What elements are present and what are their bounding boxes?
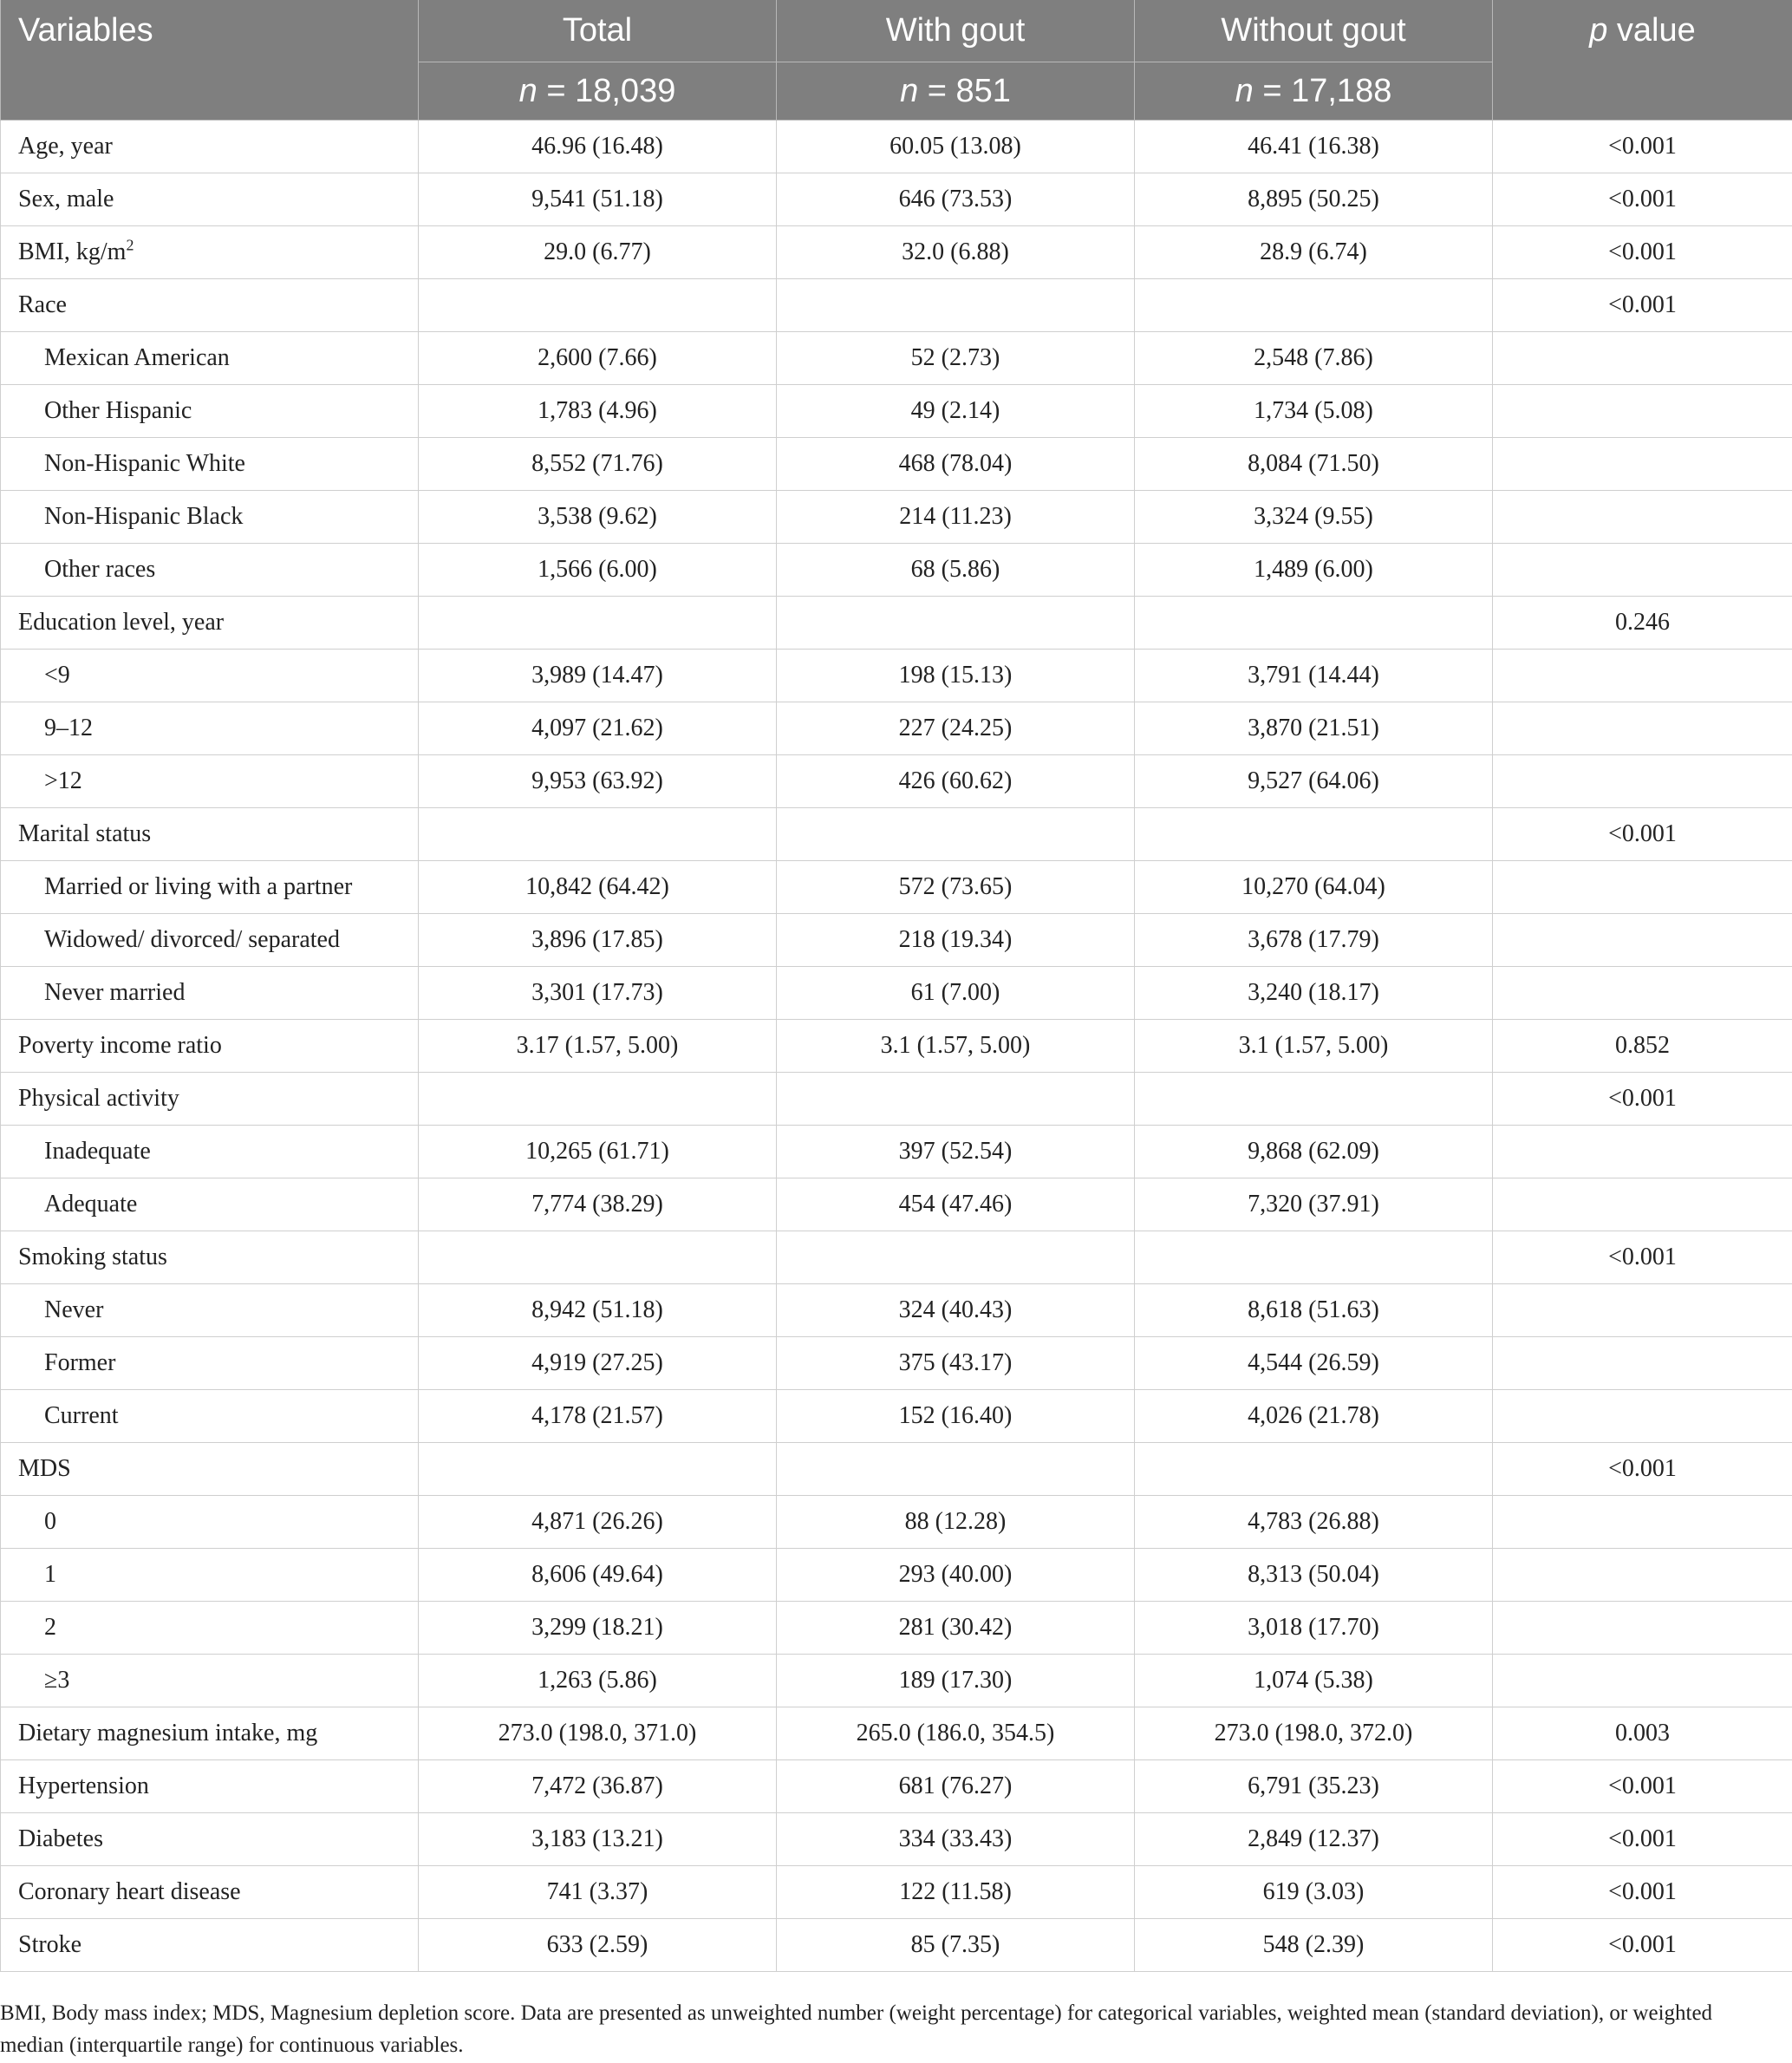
row-label [1,1602,419,1655]
cell-total: 1,263 (5.86) [419,1655,777,1707]
cell-with-gout: 122 (11.58) [777,1866,1135,1919]
header-total: Total [419,0,777,62]
table-row [1,1126,1792,1178]
cell-total [419,597,777,650]
table-row [1,1178,1792,1231]
cell-total: 4,919 (27.25) [419,1337,777,1390]
row-label [1,1549,419,1602]
cell-total: 9,953 (63.92) [419,755,777,808]
row-label [1,1443,419,1496]
cell-p-value: <0.001 [1493,1919,1792,1972]
table-row [1,1549,1792,1602]
cell-without-gout: 548 (2.39) [1135,1919,1493,1972]
row-label [1,1073,419,1126]
cell-without-gout: 3.1 (1.57, 5.00) [1135,1020,1493,1073]
cell-total: 3,183 (13.21) [419,1813,777,1866]
cell-total: 3,301 (17.73) [419,967,777,1020]
row-label-text: BMI, kg/m [18,238,127,265]
cell-total: 3,896 (17.85) [419,914,777,967]
row-label-text: Adequate [44,1191,138,1218]
cell-without-gout [1135,279,1493,332]
cell-with-gout: 281 (30.42) [777,1602,1135,1655]
cell-p-value [1493,1178,1792,1231]
table-row [1,1813,1792,1866]
row-label [1,1390,419,1443]
row-label [1,597,419,650]
cell-total: 741 (3.37) [419,1866,777,1919]
cell-without-gout: 3,870 (21.51) [1135,702,1493,755]
cell-with-gout [777,1231,1135,1284]
header-total-n [419,62,777,121]
cell-total [419,1443,777,1496]
cell-with-gout: 32.0 (6.88) [777,226,1135,279]
cell-without-gout: 1,734 (5.08) [1135,385,1493,438]
cell-without-gout [1135,808,1493,861]
row-label-superscript: 2 [126,236,134,254]
table-row [1,1655,1792,1707]
row-label-text: Age, year [18,133,113,160]
cell-without-gout [1135,1231,1493,1284]
table-row [1,279,1792,332]
row-label [1,491,419,544]
header-p-value [1493,0,1792,121]
cell-without-gout: 3,018 (17.70) [1135,1602,1493,1655]
row-label-text: Non-Hispanic Black [44,503,244,530]
row-label-text: Coronary heart disease [18,1878,241,1905]
cell-without-gout: 1,489 (6.00) [1135,544,1493,597]
row-label-text: Physical activity [18,1085,179,1112]
cell-total: 273.0 (198.0, 371.0) [419,1707,777,1760]
table-row [1,914,1792,967]
cell-without-gout: 8,084 (71.50) [1135,438,1493,491]
cell-without-gout: 4,783 (26.88) [1135,1496,1493,1549]
row-label [1,1337,419,1390]
row-label [1,1707,419,1760]
table-row [1,1443,1792,1496]
cell-total [419,279,777,332]
cell-without-gout: 28.9 (6.74) [1135,226,1493,279]
table-row [1,1707,1792,1760]
table-row [1,967,1792,1020]
cell-total: 9,541 (51.18) [419,173,777,226]
table-body [1,121,1792,1972]
cell-p-value: <0.001 [1493,808,1792,861]
header-without-gout: Without gout [1135,0,1493,62]
cell-with-gout: 293 (40.00) [777,1549,1135,1602]
cell-with-gout: 198 (15.13) [777,650,1135,702]
cell-with-gout: 3.1 (1.57, 5.00) [777,1020,1135,1073]
cell-with-gout: 397 (52.54) [777,1126,1135,1178]
table-row [1,121,1792,173]
cell-p-value: <0.001 [1493,1231,1792,1284]
cell-without-gout: 273.0 (198.0, 372.0) [1135,1707,1493,1760]
table-row [1,226,1792,279]
table-row [1,1919,1792,1972]
row-label-text: Former [44,1349,116,1376]
cell-without-gout: 4,544 (26.59) [1135,1337,1493,1390]
table-row [1,755,1792,808]
with-gout-n-value: = 851 [918,72,1011,109]
header-p-italic: p [1589,12,1608,49]
cell-with-gout: 324 (40.43) [777,1284,1135,1337]
row-label [1,702,419,755]
cell-p-value: 0.246 [1493,597,1792,650]
row-label [1,967,419,1020]
cell-with-gout [777,808,1135,861]
row-label [1,1813,419,1866]
cell-with-gout: 189 (17.30) [777,1655,1135,1707]
header-with-gout: With gout [777,0,1135,62]
row-label-text: 2 [44,1614,56,1641]
row-label-text: Diabetes [18,1825,103,1852]
cell-with-gout: 52 (2.73) [777,332,1135,385]
row-label-text: Stroke [18,1931,82,1958]
table-row [1,438,1792,491]
header-variables: Variables [1,0,419,121]
cell-p-value [1493,861,1792,914]
cell-without-gout: 4,026 (21.78) [1135,1390,1493,1443]
cell-total: 8,942 (51.18) [419,1284,777,1337]
cell-p-value: <0.001 [1493,1760,1792,1813]
cell-with-gout [777,1073,1135,1126]
cell-p-value: 0.852 [1493,1020,1792,1073]
cell-p-value [1493,755,1792,808]
cell-total: 29.0 (6.77) [419,226,777,279]
row-label-text: Hypertension [18,1772,149,1799]
header-with-gout-n [777,62,1135,121]
cell-with-gout: 375 (43.17) [777,1337,1135,1390]
cell-without-gout [1135,597,1493,650]
cell-with-gout: 572 (73.65) [777,861,1135,914]
row-label-text: Education level, year [18,609,225,636]
cell-total [419,808,777,861]
cell-total: 7,472 (36.87) [419,1760,777,1813]
cell-total: 633 (2.59) [419,1919,777,1972]
cell-without-gout: 3,791 (14.44) [1135,650,1493,702]
cell-p-value: <0.001 [1493,121,1792,173]
row-label-text: Mexican American [44,344,230,371]
cell-without-gout: 619 (3.03) [1135,1866,1493,1919]
cell-p-value [1493,491,1792,544]
n-italic: n [900,72,919,109]
row-label [1,1178,419,1231]
cell-with-gout [777,597,1135,650]
row-label-text: Married or living with a partner [44,873,353,900]
cell-p-value [1493,1549,1792,1602]
cell-total: 3,299 (18.21) [419,1602,777,1655]
cell-total: 1,566 (6.00) [419,544,777,597]
row-label [1,861,419,914]
cell-with-gout: 214 (11.23) [777,491,1135,544]
row-label [1,279,419,332]
cell-with-gout: 468 (78.04) [777,438,1135,491]
cell-total: 46.96 (16.48) [419,121,777,173]
cell-with-gout: 85 (7.35) [777,1919,1135,1972]
cell-with-gout: 49 (2.14) [777,385,1135,438]
table-row [1,861,1792,914]
row-label-text: 0 [44,1508,56,1535]
row-label [1,1284,419,1337]
cell-with-gout [777,1443,1135,1496]
table-row [1,1020,1792,1073]
cell-total: 4,178 (21.57) [419,1390,777,1443]
row-label-text: ≥3 [44,1667,70,1694]
row-label-text: >12 [44,767,82,794]
row-label-text: <9 [44,662,70,689]
row-label [1,755,419,808]
cell-total: 10,265 (61.71) [419,1126,777,1178]
cell-p-value [1493,1496,1792,1549]
cell-without-gout [1135,1073,1493,1126]
row-label-text: Marital status [18,820,152,847]
row-label [1,1919,419,1972]
row-label-text: Dietary magnesium intake, mg [18,1720,318,1746]
table-row [1,650,1792,702]
cell-p-value [1493,332,1792,385]
table-row [1,702,1792,755]
cell-p-value [1493,967,1792,1020]
cell-p-value: <0.001 [1493,173,1792,226]
cell-without-gout: 9,868 (62.09) [1135,1126,1493,1178]
cell-with-gout: 265.0 (186.0, 354.5) [777,1707,1135,1760]
table-row [1,597,1792,650]
cell-total: 10,842 (64.42) [419,861,777,914]
cell-p-value: <0.001 [1493,1073,1792,1126]
cell-with-gout: 646 (73.53) [777,173,1135,226]
row-label [1,1496,419,1549]
cell-without-gout: 8,618 (51.63) [1135,1284,1493,1337]
table-row [1,1602,1792,1655]
cell-total: 4,871 (26.26) [419,1496,777,1549]
n-italic: n [1235,72,1254,109]
table-row [1,1073,1792,1126]
row-label [1,332,419,385]
row-label-text: Non-Hispanic White [44,450,245,477]
header-without-gout-n [1135,62,1493,121]
cell-without-gout: 8,313 (50.04) [1135,1549,1493,1602]
cell-with-gout: 334 (33.43) [777,1813,1135,1866]
row-label [1,1866,419,1919]
n-italic: n [518,72,538,109]
cell-p-value [1493,1126,1792,1178]
row-label-text: Never married [44,979,186,1006]
cell-with-gout: 218 (19.34) [777,914,1135,967]
row-label [1,438,419,491]
row-label-text: Sex, male [18,186,114,212]
table-row [1,332,1792,385]
table-row [1,1496,1792,1549]
row-label [1,173,419,226]
cell-with-gout: 60.05 (13.08) [777,121,1135,173]
cell-p-value [1493,1337,1792,1390]
cell-p-value [1493,1655,1792,1707]
row-label [1,914,419,967]
cell-with-gout: 61 (7.00) [777,967,1135,1020]
row-label [1,544,419,597]
cell-without-gout: 7,320 (37.91) [1135,1178,1493,1231]
cell-p-value [1493,1602,1792,1655]
cell-p-value [1493,1284,1792,1337]
cell-with-gout: 152 (16.40) [777,1390,1135,1443]
row-label-text: MDS [18,1455,71,1482]
row-label-text: 9–12 [44,715,93,741]
row-label [1,1231,419,1284]
cell-total: 7,774 (38.29) [419,1178,777,1231]
table-header [1,0,1792,121]
cell-p-value [1493,914,1792,967]
cell-with-gout: 454 (47.46) [777,1178,1135,1231]
row-label-text: Widowed/ divorced/ separated [44,926,340,953]
table-row [1,1760,1792,1813]
row-label [1,1126,419,1178]
cell-total: 8,606 (49.64) [419,1549,777,1602]
cell-with-gout: 426 (60.62) [777,755,1135,808]
cell-without-gout: 6,791 (35.23) [1135,1760,1493,1813]
cell-total: 1,783 (4.96) [419,385,777,438]
table-row [1,808,1792,861]
header-p-rest: value [1607,12,1696,49]
total-n-value: = 18,039 [537,72,676,109]
table-row [1,1866,1792,1919]
cell-p-value [1493,385,1792,438]
row-label-text: Other races [44,556,156,583]
cell-p-value [1493,1390,1792,1443]
cell-p-value: <0.001 [1493,279,1792,332]
table-row [1,491,1792,544]
cell-without-gout: 10,270 (64.04) [1135,861,1493,914]
cell-total [419,1231,777,1284]
row-label-text: 1 [44,1561,56,1588]
row-label-text: Current [44,1402,119,1429]
cell-without-gout: 8,895 (50.25) [1135,173,1493,226]
row-label [1,226,419,279]
cell-p-value: <0.001 [1493,1813,1792,1866]
cell-p-value: <0.001 [1493,226,1792,279]
cell-without-gout: 46.41 (16.38) [1135,121,1493,173]
cell-total: 2,600 (7.66) [419,332,777,385]
cell-with-gout: 88 (12.28) [777,1496,1135,1549]
cell-p-value: <0.001 [1493,1443,1792,1496]
row-label [1,1020,419,1073]
cell-total: 3.17 (1.57, 5.00) [419,1020,777,1073]
cell-total: 3,538 (9.62) [419,491,777,544]
row-label-text: Race [18,291,67,318]
cell-without-gout: 2,548 (7.86) [1135,332,1493,385]
row-label-text: Inadequate [44,1138,151,1165]
without-gout-n-value: = 17,188 [1253,72,1392,109]
cell-p-value: 0.003 [1493,1707,1792,1760]
row-label [1,808,419,861]
row-label [1,121,419,173]
row-label-text: Never [44,1296,104,1323]
cell-with-gout: 681 (76.27) [777,1760,1135,1813]
row-label [1,1655,419,1707]
table-row [1,173,1792,226]
row-label-text: Poverty income ratio [18,1032,222,1059]
row-label [1,1760,419,1813]
cell-with-gout: 227 (24.25) [777,702,1135,755]
row-label-text: Smoking status [18,1244,167,1270]
cell-with-gout [777,279,1135,332]
cell-total: 8,552 (71.76) [419,438,777,491]
row-label-text: Other Hispanic [44,397,192,424]
table-row [1,385,1792,438]
table-footnote: BMI, Body mass index; MDS, Magnesium depletion score. Data are presented as unweighted number (weight percentage) for categorical variables, weighted mean (standard deviation), or weighted median (interquartile range) for continuous variables. [0,2001,1713,2057]
cell-without-gout: 3,240 (18.17) [1135,967,1493,1020]
cell-without-gout: 9,527 (64.06) [1135,755,1493,808]
cell-without-gout: 3,324 (9.55) [1135,491,1493,544]
cell-without-gout: 3,678 (17.79) [1135,914,1493,967]
cell-total: 4,097 (21.62) [419,702,777,755]
cell-p-value: <0.001 [1493,1866,1792,1919]
cell-p-value [1493,438,1792,491]
cell-without-gout [1135,1443,1493,1496]
cell-p-value [1493,702,1792,755]
cell-without-gout: 2,849 (12.37) [1135,1813,1493,1866]
table-row [1,1390,1792,1443]
cell-total [419,1073,777,1126]
cell-without-gout: 1,074 (5.38) [1135,1655,1493,1707]
table-row [1,1231,1792,1284]
cell-total: 3,989 (14.47) [419,650,777,702]
table-row [1,1284,1792,1337]
row-label [1,650,419,702]
table-row [1,544,1792,597]
cell-p-value [1493,650,1792,702]
cell-with-gout: 68 (5.86) [777,544,1135,597]
row-label [1,385,419,438]
table-row [1,1337,1792,1390]
cell-p-value [1493,544,1792,597]
